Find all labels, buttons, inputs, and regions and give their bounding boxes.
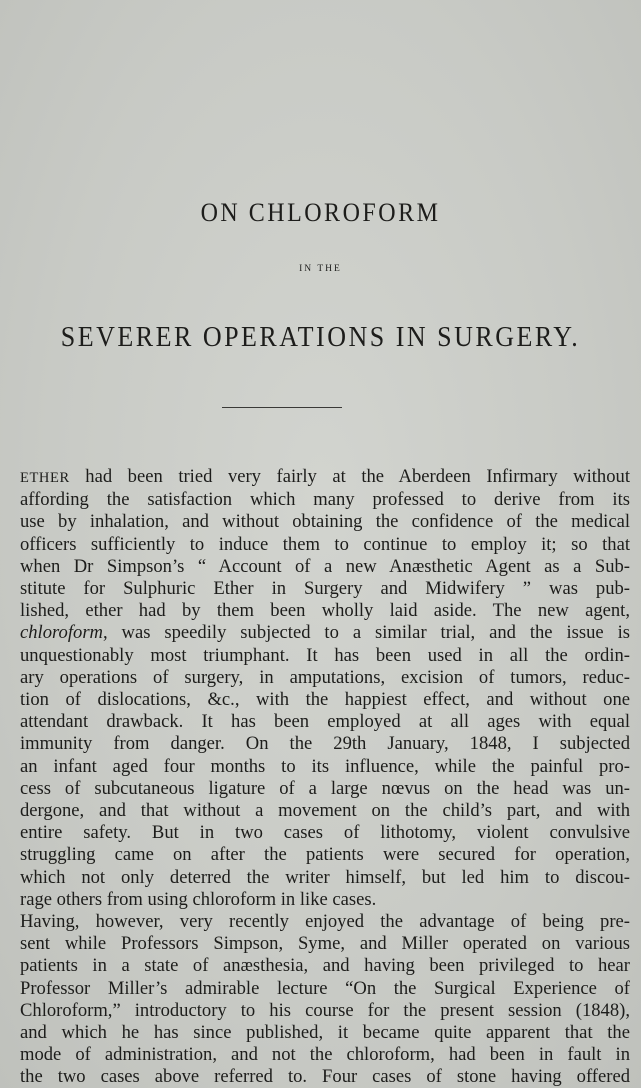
text-line <box>20 689 630 711</box>
text-segment: use by inhalation, and without obtaining the confidence of the medical <box>20 511 630 533</box>
text-line <box>20 578 630 600</box>
text-line <box>20 978 630 1000</box>
text-segment: mode of administration, and not the chloroform, had been in fault in <box>20 1044 630 1066</box>
text-line <box>20 756 630 778</box>
text-segment: which not only deterred the writer himself, but led him to discou- <box>20 866 630 888</box>
text-segment: Professor Miller’s admirable lecture “On the Surgical Experience of <box>20 977 630 999</box>
text-line <box>20 933 630 955</box>
text-segment: immunity from danger. On the 29th January, 1848, I subjected <box>20 733 630 755</box>
text-segment: when Dr Simpson’s “ Account of a new Anæsthetic Agent as a Sub- <box>20 555 630 577</box>
text-line <box>20 1000 630 1022</box>
text-segment: struggling came on after the patients were secured for operation, <box>20 844 630 866</box>
text-line <box>20 955 630 977</box>
title-connector: IN THE <box>299 264 342 274</box>
text-segment: an infant aged four months to its influence, while the painful pro- <box>20 755 630 777</box>
text-segment: sent while Professors Simpson, Syme, and Miller operated on various <box>20 933 630 955</box>
page-subtitle: SEVERER OPERATIONS IN SURGERY. <box>60 320 581 353</box>
text-line <box>20 556 630 578</box>
text-line <box>20 800 630 822</box>
body-text <box>20 466 630 1088</box>
text-segment: attendant drawback. It has been employed at all ages with equal <box>20 711 630 733</box>
text-segment: lished, ether had by them been wholly laid aside. The new agent, <box>20 600 630 622</box>
text-segment: officers sufficiently to induce them to continue to employ it; so that <box>20 533 630 555</box>
text-line <box>20 733 630 755</box>
text-segment: Chloroform,” introductory to his course for the present session (1848), <box>20 999 630 1021</box>
text-segment: tion of dislocations, &c., with the happiest effect, and without one <box>20 689 630 711</box>
title-divider-rule <box>222 407 342 408</box>
text-segment: unquestionably most triumphant. It has been used in all the ordin- <box>20 644 630 666</box>
text-line <box>20 600 630 622</box>
text-line <box>20 778 630 800</box>
text-segment: the two cases above referred to. Four cases of stone having offered <box>20 1066 630 1088</box>
text-line <box>20 667 630 689</box>
text-segment: affording the satisfaction which many professed to derive from its <box>20 489 630 511</box>
text-line <box>20 645 630 667</box>
text-line <box>20 844 630 866</box>
text-line <box>20 711 630 733</box>
text-line <box>20 911 630 933</box>
page-title: ON CHLOROFORM <box>200 198 441 228</box>
text-segment: patients in a state of anæsthesia, and having been privileged to hear <box>20 955 630 977</box>
italic-term: chloroform <box>20 622 103 644</box>
text-line <box>20 534 630 556</box>
text-line <box>20 889 630 911</box>
text-line <box>20 466 630 489</box>
text-segment: cess of subcutaneous ligature of a large nœvus on the head was un- <box>20 777 630 799</box>
text-segment: ary operations of surgery, in amputations, excision of tumors, reduc- <box>20 666 630 688</box>
text-line <box>20 867 630 889</box>
text-segment: and which he has since published, it became quite apparent that the <box>20 1022 630 1044</box>
text-line <box>20 489 630 511</box>
text-segment: stitute for Sulphuric Ether in Surgery and Midwifery ” was pub- <box>20 578 630 600</box>
text-line <box>20 511 630 533</box>
text-line <box>20 1066 630 1088</box>
text-segment: dergone, and that without a movement on the child’s part, and with <box>20 800 630 822</box>
text-segment: had been tried very fairly at the Aberdeen Infirmary without <box>69 466 630 487</box>
lead-word: ETHER <box>20 470 70 486</box>
text-segment: , was speedily subjected to a similar trial, and the issue is <box>102 622 630 644</box>
text-line <box>20 622 630 644</box>
text-line <box>20 1044 630 1066</box>
text-line <box>20 822 630 844</box>
text-segment: Having, however, very recently enjoyed the advantage of being pre- <box>20 911 630 933</box>
text-segment: entire safety. But in two cases of lithotomy, violent convulsive <box>20 822 630 844</box>
text-segment: rage others from using chloroform in like cases. <box>20 888 377 910</box>
text-line <box>20 1022 630 1044</box>
